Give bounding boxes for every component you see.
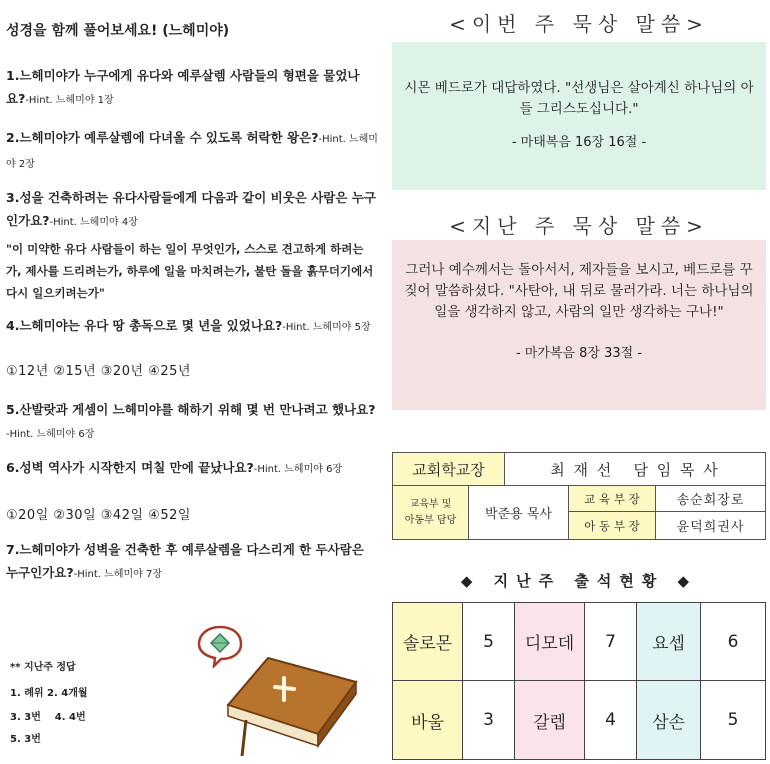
last-week-ref: - 마가복음 8장 33절 - xyxy=(515,346,643,361)
question-2 xyxy=(6,126,378,176)
question-7-text: 7.느헤미야가 성벽을 건축한 후 예루살렘을 다스리게 한 두사람은 누구인가요? xyxy=(6,542,364,580)
class-name: 요셉 xyxy=(637,603,701,681)
question-3-quote: "이 미약한 유다 사람들이 하는 일이 무엇인가, 스스로 견고하게 하려는가, 제사를 드리려는가, 하루에 일을 마치려는가, 불탄 돌을 흙무더기에서 다시 일으키려는가" xyxy=(6,242,374,300)
class-count: 5 xyxy=(463,603,515,681)
question-6-hint: -Hint. 느헤미야 6장 xyxy=(253,464,343,475)
question-7 xyxy=(6,538,378,586)
class-name: 삼손 xyxy=(637,681,701,759)
question-6 xyxy=(6,456,378,481)
answers-line-2: 3. 3번 4. 4번 xyxy=(10,712,86,723)
last-week-text: 그러나 예수께서는 돌아서서, 제자들을 보시고, 베드로를 꾸짖어 말씀하셨다. "사탄아, 내 뒤로 물러가라. 너는 하나님의 일을 생각하지 않고, 사람의 일만 생각하는 구나!" xyxy=(404,262,754,320)
class-count: 6 xyxy=(701,603,765,681)
question-4 xyxy=(6,314,378,339)
edu-label xyxy=(393,486,469,539)
attendance-table xyxy=(392,602,766,760)
class-count: 4 xyxy=(585,681,637,759)
edu-name: 박준용 목사 xyxy=(469,486,569,539)
question-3-hint: -Hint. 느헤미야 4장 xyxy=(49,217,138,228)
question-1-text: 1.느헤미야가 누구에게 유다와 예루살렘 사람들의 형편을 물었나요? xyxy=(6,68,360,106)
answers-line-1: 1. 례위 2. 4개월 xyxy=(10,688,88,699)
staff-table xyxy=(392,452,766,540)
class-count: 3 xyxy=(463,681,515,759)
question-1-hint: -Hint. 느헤미야 1장 xyxy=(25,95,114,106)
class-name: 바울 xyxy=(393,681,463,759)
last-week-verse xyxy=(392,260,766,364)
principal-label: 교회학교장 xyxy=(393,453,505,486)
question-5-hint: -Hint. 느헤미야 6장 xyxy=(6,429,95,440)
class-count: 5 xyxy=(727,710,739,730)
question-4-options: ①12년 ②15년 ③20년 ④25년 xyxy=(6,364,191,379)
question-2-text: 2.느헤미야가 예루살렘에 다녀올 수 있도록 허락한 왕은? xyxy=(6,130,319,145)
question-3-text: 3.성을 건축하려는 유다사람들에게 다음과 같이 비웃은 사람은 누구인가요? xyxy=(6,190,376,228)
edu-label-line-1: 교육부 및 xyxy=(409,498,452,510)
edu-label-line-2: 아동부 담당 xyxy=(404,514,457,526)
question-1 xyxy=(6,64,378,112)
question-2-hint: -Hint. 느헤미야 2장 xyxy=(6,134,378,170)
dept1-label: 교 육 부 장 xyxy=(569,486,656,512)
class-name: 디모데 xyxy=(515,603,585,681)
question-6-options: ①20일 ②30일 ③42일 ④52일 xyxy=(6,508,191,523)
question-3 xyxy=(6,186,378,234)
question-5-text: 5.산발랏과 게셈이 느헤미야를 해하기 위해 몇 번 만나려고 했나요? xyxy=(6,402,376,417)
this-week-title: <이번 주 묵상 말씀> xyxy=(449,12,709,36)
question-6-text: 6.성벽 역사가 시작한지 며칠 만에 끝났나요? xyxy=(6,460,254,475)
class-count: 7 xyxy=(585,603,637,681)
this-week-text: 시몬 베드로가 대답하였다. "선생님은 살아계신 하나님의 아들 그리스도십니다." xyxy=(404,80,754,117)
question-4-hint: -Hint. 느헤미야 5장 xyxy=(282,322,371,333)
question-4-text: 4.느헤미야는 유다 땅 총독으로 몇 년을 있었나요? xyxy=(6,318,283,333)
question-7-hint: -Hint. 느헤미야 7장 xyxy=(73,569,163,580)
last-week-title: <지난 주 묵상 말씀> xyxy=(449,214,709,238)
dept2-label: 아 동 부 장 xyxy=(569,512,656,539)
class-name: 솔로몬 xyxy=(393,603,463,681)
this-week-verse xyxy=(392,78,766,153)
attendance-title: ◆ 지난주 출석현황 ◆ xyxy=(460,572,698,590)
dept2-name: 윤덕희권사 xyxy=(676,520,745,535)
question-5 xyxy=(6,398,378,446)
answers-line-3: 5. 3번 xyxy=(10,734,41,745)
this-week-ref: - 마태복음 16장 16절 - xyxy=(511,135,647,150)
answers-heading: ** 지난주 정답 xyxy=(10,662,76,673)
dept1-name: 송순회장로 xyxy=(656,486,765,512)
quiz-title: 성경을 함께 풀어보세요! (느헤미야) xyxy=(6,23,230,39)
bible-icon xyxy=(218,650,368,764)
principal-name: 최 재 선 담 임 목 사 xyxy=(505,453,765,486)
class-name: 갈렙 xyxy=(515,681,585,759)
